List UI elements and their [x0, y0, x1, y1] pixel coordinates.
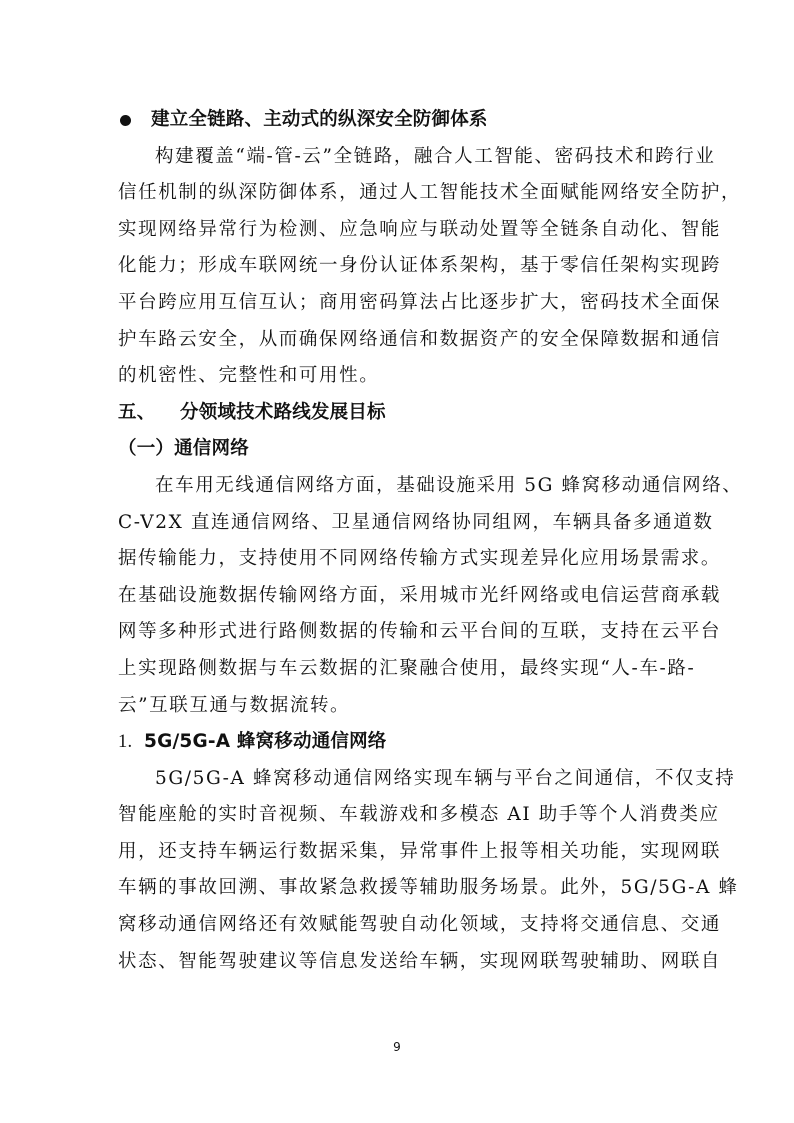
paragraph-line: 的机密性、完整性和可用性。 [118, 365, 380, 387]
item-heading [118, 724, 676, 761]
paragraph-line: 化能力；形成车联网统一身份认证体系架构，基于零信任架构实现跨 [118, 255, 722, 277]
bullet-heading [118, 102, 676, 139]
paragraph-line: 车辆的事故回溯、事故紧急救援等辅助服务场景。此外，5G/5G-A 蜂 [118, 877, 739, 899]
paragraph-line: 信任机制的纵深防御体系，通过人工智能技术全面赋能网络安全防护， [118, 182, 742, 204]
document-page [118, 102, 743, 980]
paragraph-line: 窝移动通信网络还有效赋能驾驶自动化领域，支持将交通信息、交通 [118, 914, 722, 936]
item-number: 1. [118, 732, 133, 753]
item-title: 5G/5G-A 蜂窝移动通信网络 [144, 731, 387, 753]
paragraph-5g [118, 761, 739, 981]
paragraph-line: 用，还支持车辆运行数据采集，异常事件上报等相关功能，实现网联 [118, 840, 722, 862]
paragraph-line: 5G/5G-A 蜂窝移动通信网络实现车辆与平台之间通信，不仅支持 [155, 767, 736, 789]
paragraph-line: C-V2X 直连通信网络、卫星通信网络协同组网，车辆具备多通道数 [118, 511, 714, 533]
paragraph-line: 护车路云安全，从而确保网络通信和数据资产的安全保障数据和通信 [118, 328, 722, 350]
paragraph-line: 网等多种形式进行路侧数据的传输和云平台间的互联，支持在云平台 [118, 621, 722, 643]
subsection-heading: （一）通信网络 [118, 438, 249, 460]
paragraph-security [118, 139, 742, 395]
section-number: 五、 [118, 401, 156, 423]
paragraph-line: 平台跨应用互信互认；商用密码算法占比逐步扩大，密码技术全面保 [118, 291, 722, 313]
paragraph-line: 在基础设施数据传输网络方面，采用城市光纤网络或电信运营商承载 [118, 584, 722, 606]
paragraph-line: 云”互联互通与数据流转。 [118, 694, 351, 716]
paragraph-line: 在车用无线通信网络方面，基础设施采用 5G 蜂窝移动通信网络、 [155, 474, 743, 496]
paragraph-network [118, 468, 743, 724]
paragraph-line: 状态、智能驾驶建议等信息发送给车辆，实现网联驾驶辅助、网联自 [118, 950, 722, 972]
section-title: 分领域技术路线发展目标 [180, 401, 386, 423]
paragraph-line: 据传输能力，支持使用不同网络传输方式实现差异化应用场景需求。 [118, 548, 722, 570]
paragraph-line: 智能座舱的实时音视频、车载游戏和多模态 AI 助手等个人消费类应 [118, 804, 720, 826]
page-number: 9 [393, 1040, 401, 1054]
paragraph-line: 实现网络异常行为检测、应急响应与联动处置等全链条自动化、智能 [118, 218, 722, 240]
section-heading [118, 395, 676, 432]
paragraph-line: 上实现路侧数据与车云数据的汇聚融合使用，最终实现“人-车-路- [118, 657, 696, 679]
bullet-dot-icon [120, 115, 131, 126]
paragraph-line: 构建覆盖“端-管-云”全链路，融合人工智能、密码技术和跨行业 [155, 145, 716, 167]
bullet-heading-text: 建立全链路、主动式的纵深安全防御体系 [151, 109, 488, 130]
